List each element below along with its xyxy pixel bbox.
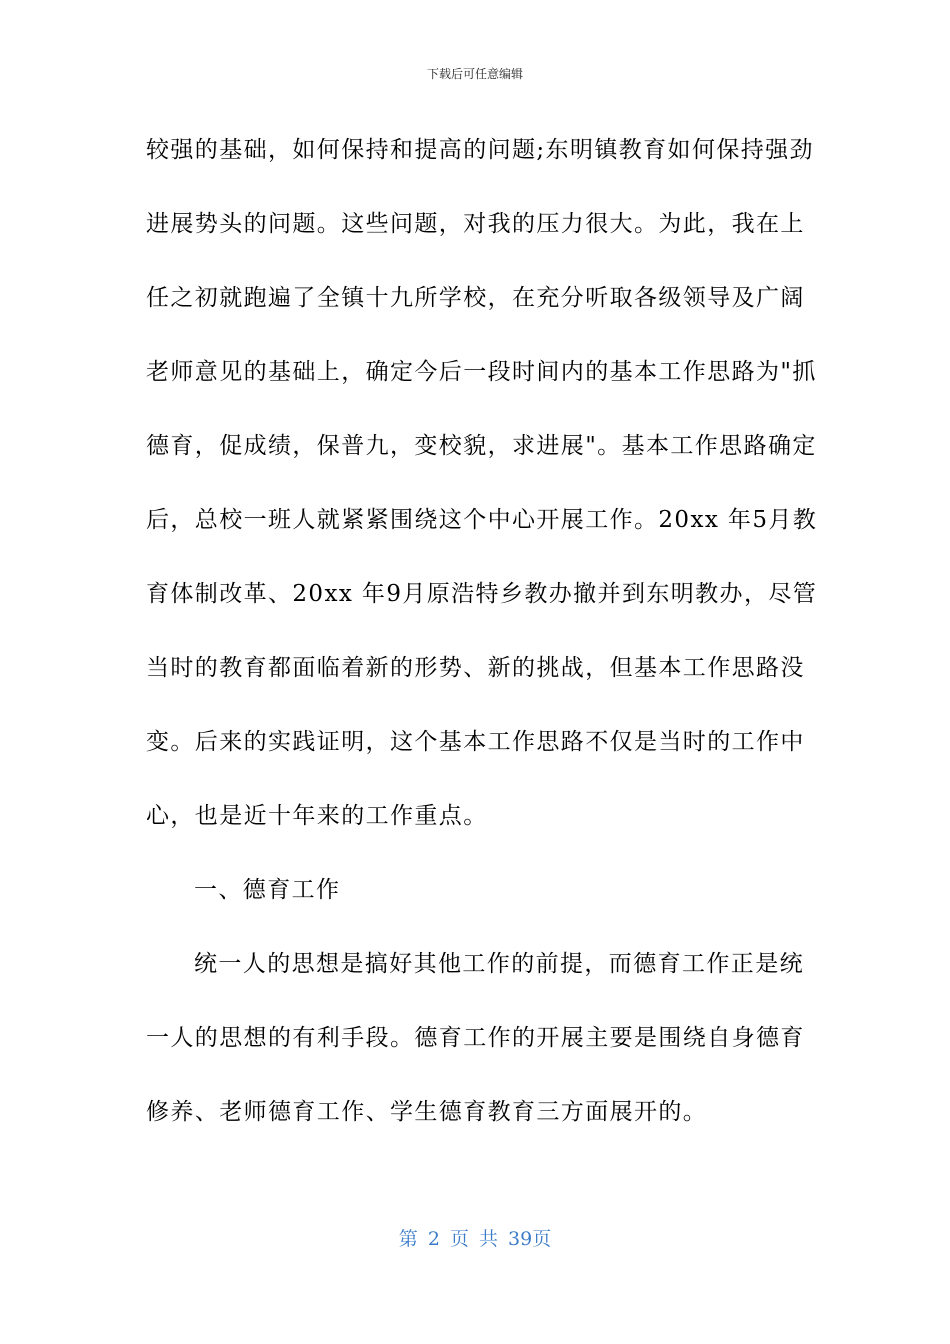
text-line: 修养、老师德育工作、学生德育教育三方面展开的。 [146,1099,708,1125]
text-line: 一人的思想的有利手段。德育工作的开展主要是围绕自身德育 [146,1025,805,1051]
text-line: 任之初就跑遍了全镇十九所学校，在充分听取各级领导及广阔 [146,285,805,311]
text-line: 变。后来的实践证明，这个基本工作思路不仅是当时的工作中 [146,729,805,755]
text-line: 较强的基础，如何保持和提高的问题;东明镇教育如何保持强劲 [146,137,814,163]
text-line: 心，也是近十年来的工作重点。 [146,803,488,829]
text-line: 德育，促成绩，保普九，变校貌，求进展"。基本工作思路确定 [146,433,817,459]
text-line: 进展势头的问题。这些问题，对我的压力很大。为此，我在上 [146,211,805,237]
document-body [146,113,818,1149]
section-heading: 一、德育工作 [194,877,341,903]
text-line: 老师意见的基础上，确定今后一段时间内的基本工作思路为"抓 [146,359,817,385]
page-header: 下载后可任意编辑 [426,67,523,81]
text-line: 后，总校一班人就紧紧围绕这个中心开展工作。20xx 年5月教 [146,507,818,533]
text-line: 当时的教育都面临着新的形势、新的挑战，但基本工作思路没 [146,655,805,681]
text-line: 育体制改革、20xx 年9月原浩特乡教办撤并到东明教办，尽管 [146,581,818,607]
page-number-footer: 第 2 页 共 39页 [398,1228,552,1250]
text-line: 统一人的思想是搞好其他工作的前提，而德育工作正是统 [194,951,804,977]
